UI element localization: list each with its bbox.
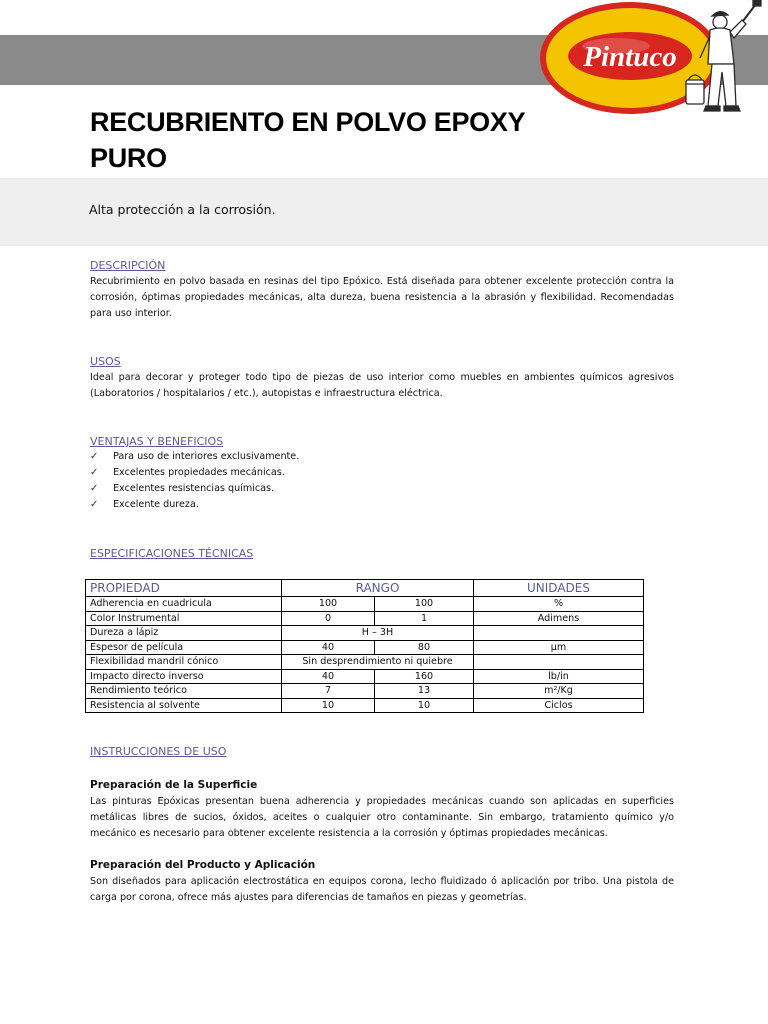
cell-property: Color Instrumental <box>86 611 282 626</box>
cell-unit: Adimens <box>474 611 644 626</box>
tagline: Alta protección a la corrosión. <box>89 202 276 217</box>
cell-property: Rendimiento teórico <box>86 684 282 699</box>
check-icon: ✓ <box>90 451 99 462</box>
cell-property: Dureza a lápiz <box>86 626 282 641</box>
cell-max: 100 <box>375 597 474 612</box>
pintuco-logo <box>536 0 768 118</box>
preparacion-producto-text: Son diseñados para aplicación electrostática en equipos corona, lecho fluidizado ó aplicación por tribo. Una pistola de carga por corona, ofrece más ajustes para diferencias de tamaños en piezas y geometrías. <box>90 876 674 903</box>
cell-property: Espesor de película <box>86 640 282 655</box>
heading-ventajas: VENTAJAS Y BENEFICIOS <box>90 435 224 448</box>
subheading-preparacion-superficie: Preparación de la Superficie <box>90 779 258 791</box>
cell-unit: % <box>474 597 644 612</box>
cell-unit <box>474 626 644 641</box>
column-header-unidades: UNIDADES <box>474 580 644 597</box>
cell-unit: lb/in <box>474 669 644 684</box>
cell-range: Sin desprendimiento ni quiebre <box>282 655 474 670</box>
table-row <box>86 698 644 713</box>
benefit-text: Excelentes resistencias químicas. <box>113 483 275 494</box>
check-icon: ✓ <box>90 499 99 510</box>
column-header-rango: RANGO <box>282 580 474 597</box>
descripcion-text: Recubrimiento en polvo basada en resinas del tipo Epóxico. Está diseñada para obtener excelente protección contra la corrosión, óptimas propiedades mecánicas, alta dureza, buena resistencia a la abrasión y flexibilidad. Recomendadas para uso interior. <box>90 276 674 319</box>
check-icon: ✓ <box>90 483 99 494</box>
heading-descripcion: DESCRIPCIÓN <box>90 259 166 272</box>
subheading-preparacion-producto: Preparación del Producto y Aplicación <box>90 859 316 871</box>
column-header-propiedad: PROPIEDAD <box>86 580 282 597</box>
table-row <box>86 597 644 612</box>
table-row <box>86 640 644 655</box>
table-row <box>86 669 644 684</box>
table-header-row <box>86 580 644 597</box>
cell-max: 10 <box>375 698 474 713</box>
cell-max: 160 <box>375 669 474 684</box>
cell-max: 80 <box>375 640 474 655</box>
cell-min: 40 <box>282 640 375 655</box>
logo-wordmark: Pintuco <box>583 41 677 73</box>
benefit-text: Excelentes propiedades mecánicas. <box>113 467 285 478</box>
table-row <box>86 655 644 670</box>
heading-especificaciones: ESPECIFICACIONES TÉCNICAS <box>90 547 254 560</box>
preparacion-superficie-text: Las pinturas Epóxicas presentan buena adherencia y propiedades mecánicas cuando son aplicadas en superficies metálicas libres de sucios, óxidos, aceites o cualquier otro contaminante. Sin embargo, tratamiento químico y/o mecánico es necesario para obtener excelente resistencia a la corrosión y óptimas propiedades mecánicas. <box>90 796 674 839</box>
cell-unit: m²/Kg <box>474 684 644 699</box>
pintuco-logo-icon <box>536 0 768 118</box>
table-row <box>86 611 644 626</box>
cell-property: Flexibilidad mandril cónico <box>86 655 282 670</box>
cell-range: H – 3H <box>282 626 474 641</box>
cell-min: 10 <box>282 698 375 713</box>
cell-min: 100 <box>282 597 375 612</box>
document-title: RECUBRIENTO EN POLVO EPOXY PURO <box>90 107 525 173</box>
table-row <box>86 626 644 641</box>
cell-min: 40 <box>282 669 375 684</box>
cell-max: 1 <box>375 611 474 626</box>
cell-unit <box>474 655 644 670</box>
cell-property: Adherencia en cuadricula <box>86 597 282 612</box>
cell-max: 13 <box>375 684 474 699</box>
tagline-band <box>0 178 768 246</box>
usos-text: Ideal para decorar y proteger todo tipo de piezas de uso interior como muebles en ambientes químicos agresivos (Laboratorios / hospitalarios / etc.), autopistas e infraestructura eléctrica. <box>90 372 674 399</box>
check-icon: ✓ <box>90 467 99 478</box>
benefit-text: Para uso de interiores exclusivamente. <box>113 451 300 462</box>
cell-property: Resistencia al solvente <box>86 698 282 713</box>
table-row <box>86 684 644 699</box>
benefit-text: Excelente dureza. <box>113 499 199 510</box>
cell-unit: Ciclos <box>474 698 644 713</box>
cell-unit: µm <box>474 640 644 655</box>
cell-property: Impacto directo inverso <box>86 669 282 684</box>
cell-min: 0 <box>282 611 375 626</box>
spec-table <box>85 579 644 713</box>
cell-min: 7 <box>282 684 375 699</box>
heading-instrucciones: INSTRUCCIONES DE USO <box>90 745 227 758</box>
heading-usos: USOS <box>90 355 121 368</box>
